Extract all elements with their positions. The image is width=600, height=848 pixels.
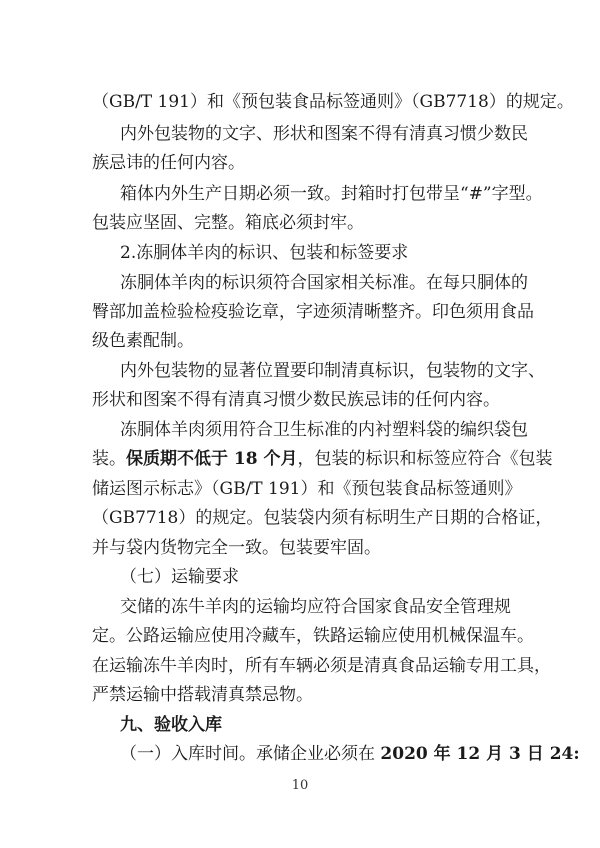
date-emphasis: 2020 年 12 月 3 日 24: [380, 744, 580, 764]
paragraph-line: 族忌讳的任何内容。 [92, 153, 245, 173]
paragraph-line: 冻胴体羊肉须用符合卫生标准的内衬塑料袋的编织袋包 [120, 420, 528, 440]
paragraph-line: 内外包装物的显著位置要印制清真标识，包装物的文字、 [120, 361, 545, 381]
paragraph-line: 在运输冻牛羊肉时，所有车辆必须是清真食品运输专用工具， [92, 656, 551, 676]
paragraph-line: 包装应坚固、完整。箱底必须封牢。 [92, 213, 364, 233]
paragraph-line: 并与袋内货物完全一致。包装要牢固。 [92, 538, 381, 558]
text-segment: （一）入库时间。承储企业必须在 [120, 744, 381, 764]
paragraph-line: 形状和图案不得有清真习惯少数民族忌讳的任何内容。 [92, 390, 500, 410]
paragraph-line: 内外包装物的文字、形状和图案不得有清真习惯少数民 [120, 124, 528, 144]
paragraph-line: 严禁运输中搭载清真禁忌物。 [92, 685, 313, 705]
paragraph-line: 臀部加盖检验检疫验讫章，字迹须清晰整齐。印色须用食品 [92, 302, 534, 322]
paragraph-line: 定。公路运输应使用冷藏车，铁路运输应使用机械保温车。 [92, 626, 534, 646]
text-segment: 装。 [92, 449, 126, 469]
paragraph-line: 冻胴体羊肉的标识须符合国家相关标准。在每只胴体的 [120, 273, 528, 293]
paragraph-line: （GB/T 191）和《预包装食品标签通则》（GB7718）的规定。 [92, 92, 574, 112]
paragraph-line: 储运图示标志》（GB/T 191）和《预包装食品标签通则》 [92, 479, 522, 499]
paragraph-line [120, 744, 580, 764]
paragraph-line: 交储的冻牛羊肉的运输均应符合国家食品安全管理规 [120, 597, 511, 617]
section-subheading: （七）运输要求 [120, 567, 239, 587]
section-heading: 九、验收入库 [120, 715, 222, 735]
paragraph-line: 箱体内外生产日期必须一致。封箱时打包带呈“#”字型。 [120, 184, 543, 204]
page-number: 10 [291, 778, 309, 793]
text-segment: ，包装的标识和标签应符合《包装 [297, 449, 553, 469]
paragraph-line [92, 449, 553, 469]
section-subheading: 2.冻胴体羊肉的标识、包装和标签要求 [120, 243, 409, 263]
paragraph-line: （GB7718）的规定。包装袋内须有标明生产日期的合格证， [92, 508, 553, 528]
shelf-life-emphasis: 保质期不低于 18 个月 [126, 449, 298, 469]
paragraph-line: 级色素配制。 [92, 331, 194, 351]
